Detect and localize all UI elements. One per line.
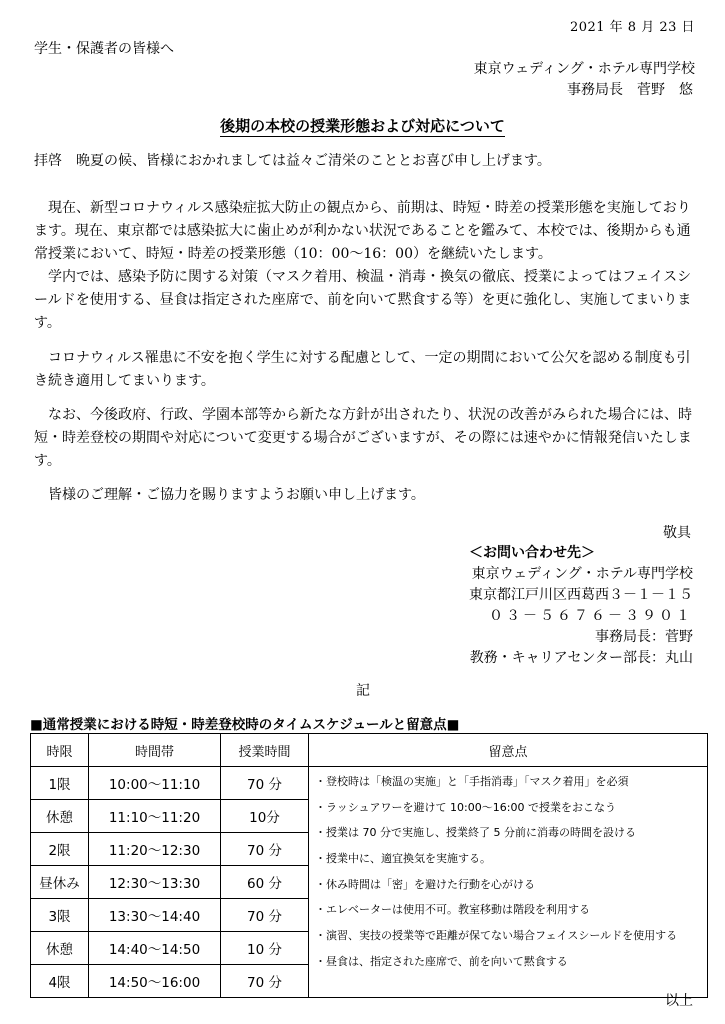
sender-name: 事務局長 菅野 悠	[567, 82, 693, 98]
cell-duration: 10分	[221, 800, 309, 833]
header-period: 時限	[31, 734, 89, 767]
paragraph-current-status	[34, 197, 694, 266]
note-item: ・授業は 70 分で実施し、授業終了 5 分前に消毒の時間を設ける	[315, 826, 636, 840]
cell-duration: 70 分	[221, 767, 309, 800]
contact-person-1: 事務局長：菅野	[595, 629, 693, 645]
cell-period: 2限	[31, 833, 89, 866]
paragraph-text: なお、今後政府、行政、学園本部等から新たな方針が出されたり、状況の改善がみられた場合には、時短・時差登校の期間や対応について変更する場合がございますが、その際には速やかに情報発信いたします。	[34, 407, 692, 469]
table-header-row	[31, 734, 708, 767]
cell-notes	[309, 767, 708, 998]
note-item: ・ラッシュアワーを避けて 10:00～16:00 で授業をおこなう	[315, 800, 616, 814]
cell-duration: 70 分	[221, 965, 309, 998]
closing-keigu: 敬具	[663, 525, 691, 541]
cell-period: 休憩	[31, 800, 89, 833]
paragraph-measures	[34, 266, 694, 335]
paragraph-text: 皆様のご理解・ご協力を賜りますようお願い申し上げます。	[48, 487, 425, 503]
cell-time: 11:10～11:20	[89, 800, 221, 833]
contact-block	[469, 543, 693, 669]
header-duration: 授業時間	[221, 734, 309, 767]
cell-period: 休憩	[31, 932, 89, 965]
schedule-table	[30, 733, 708, 998]
cell-period: 3限	[31, 899, 89, 932]
header-time: 時間帯	[89, 734, 221, 767]
note-item: ・エレベーターは使用不可。教室移動は階段を利用する	[315, 903, 590, 917]
cell-time: 10:00～11:10	[89, 767, 221, 800]
cell-period: 昼休み	[31, 866, 89, 899]
cell-duration: 70 分	[221, 833, 309, 866]
contact-school: 東京ウェディング・ホテル専門学校	[471, 566, 693, 582]
document-title	[0, 115, 725, 136]
paragraph-text: コロナウィルス罹患に不安を抱く学生に対する配慮として、一定の期間において公欠を認める制度も引き続き適用してまいります。	[34, 350, 691, 389]
note-item: ・登校時は「検温の実施」と「手指消毒」「マスク着用」を必須	[315, 775, 629, 788]
paragraph-text: 現在、新型コロナウィルス感染症拡大防止の観点から、前期は、時短・時差の授業形態を実施しております。現在、東京都では感染拡大に歯止めが利かない状況であることを鑑みて、本校では、後期からも通常授業において、時短・時差の授業形態（10：00〜16：00）を継続いたします。	[34, 200, 691, 262]
schedule-table-title: ■通常授業における時短・時差登校時のタイムスケジュールと留意点■	[30, 717, 460, 733]
paragraph-text: 拝啓 晩夏の候、皆様におかれましては益々ご清栄のこととお喜び申し上げます。	[34, 153, 551, 169]
ki-marker: 記	[356, 683, 370, 699]
contact-person-2: 教務・キャリアセンター部長：丸山	[469, 650, 693, 666]
contact-heading: ＜お問い合わせ先＞	[469, 545, 595, 561]
sender-school: 東京ウェディング・ホテル専門学校	[473, 61, 695, 77]
contact-address: 東京都江戸川区西葛西３－１－１５	[469, 587, 693, 603]
paragraph-greeting	[34, 150, 694, 173]
header-notes: 留意点	[309, 734, 708, 767]
note-item: ・休み時間は「密」を避けた行動を心がける	[315, 877, 535, 891]
paragraph-text: 学内では、感染予防に関する対策（マスク着用、検温・消毒・換気の徹底、授業によってはフェイスシールドを使用する、昼食は指定された座席で、前を向いて黙食する等）を更に強化し、実施してまいります。	[34, 269, 692, 331]
recipient-line: 学生・保護者の皆様へ	[34, 41, 174, 57]
end-marker: 以上	[665, 993, 693, 1009]
cell-period: 1限	[31, 767, 89, 800]
note-item: ・演習、実技の授業等で距離が保てない場合フェイスシールドを使用する	[315, 929, 678, 943]
cell-duration: 70 分	[221, 899, 309, 932]
document-title-text: 後期の本校の授業形態および対応について	[220, 117, 505, 135]
contact-phone: ０３－５６７６－３９０１	[489, 608, 693, 624]
paragraph-future-changes	[34, 404, 694, 473]
table-row	[31, 767, 708, 800]
cell-duration: 60 分	[221, 866, 309, 899]
document-date: 2021 年 8 月 23 日	[569, 20, 695, 35]
cell-time: 12:30～13:30	[89, 866, 221, 899]
cell-time: 14:50～16:00	[89, 965, 221, 998]
cell-time: 13:30～14:40	[89, 899, 221, 932]
cell-period: 4限	[31, 965, 89, 998]
paragraph-closing-request	[34, 484, 694, 507]
paragraph-absence-policy	[34, 347, 694, 393]
note-item: ・昼食は、指定された座席で、前を向いて黙食する	[315, 954, 568, 968]
cell-time: 14:40～14:50	[89, 932, 221, 965]
cell-time: 11:20～12:30	[89, 833, 221, 866]
note-item: ・授業中に、適宜換気を実施する。	[315, 852, 491, 866]
cell-duration: 10 分	[221, 932, 309, 965]
